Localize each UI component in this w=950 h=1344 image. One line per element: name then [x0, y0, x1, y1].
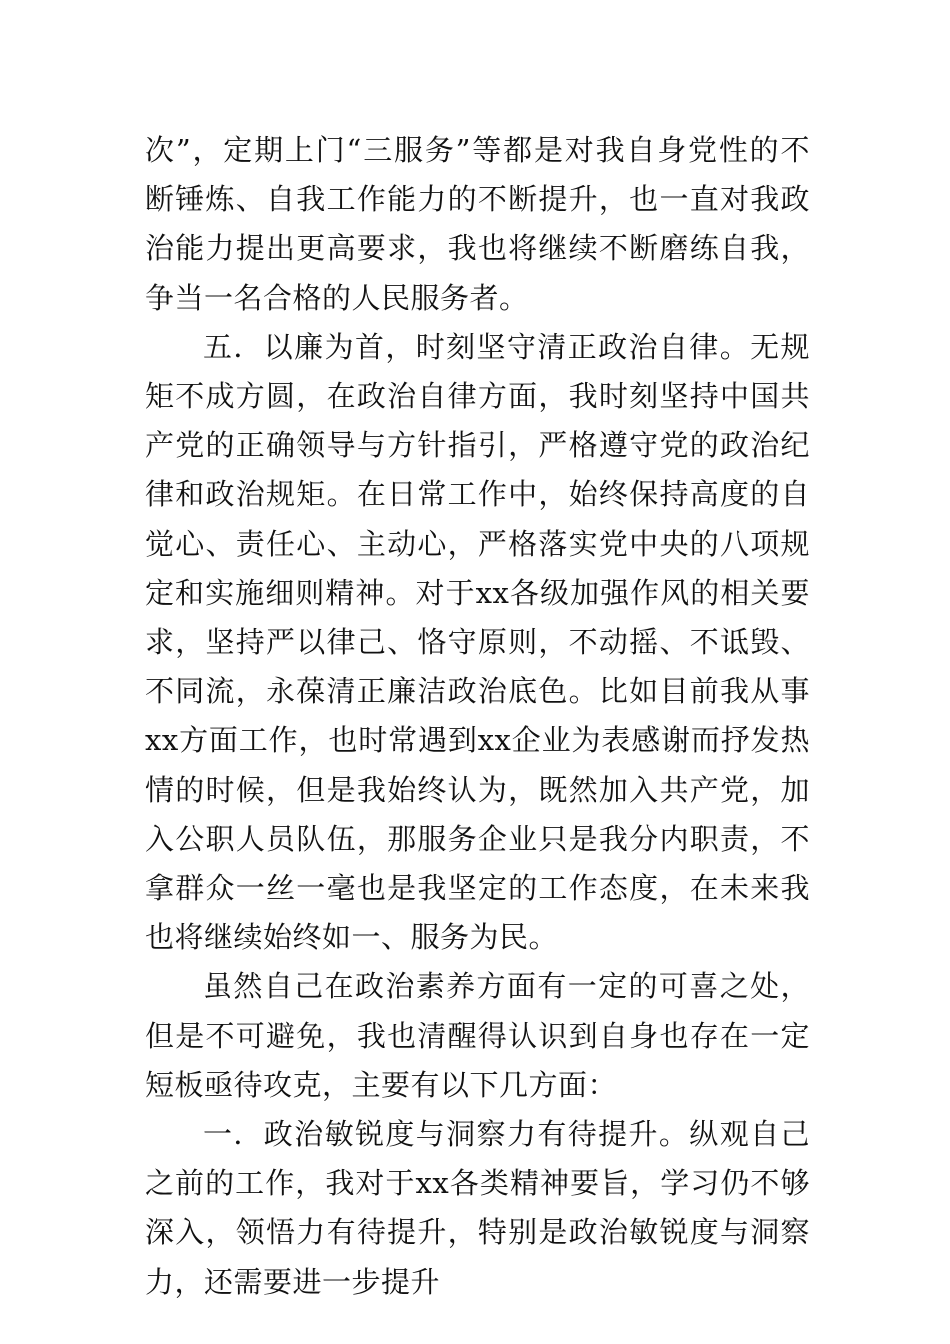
paragraph-section-five: 五．以廉为首，时刻坚守清正政治自律。无规矩不成方圆，在政治自律方面，我时刻坚持中国共产党的正确领导与方针指引，严格遵守党的政治纪律和政治规矩。在日常工作中，始终保持高度的自觉心、责任心、主动心，严格落实党中央的八项规定和实施细则精神。对于xx各级加强作风的相关要求，坚持严以律己、恪守原则，不动摇、不诋毁、不同流，永葆清正廉洁政治底色。比如目前我从事xx方面工作，也时常遇到xx企业为表感谢而抒发热情的时候，但是我始终认为，既然加入共产党，加入公职人员队伍，那服务企业只是我分内职责，不拿群众一丝一毫也是我坚定的工作态度，在未来我也将继续始终如一、服务为民。: [145, 329, 810, 955]
paragraph-continuation: 次”，定期上门“三服务”等都是对我自身党性的不断锤炼、自我工作能力的不断提升，也一直对我政治能力提出更高要求，我也将继续不断磨练自我，争当一名合格的人民服务者。: [145, 133, 810, 315]
paragraph-shortcoming-one: 一．政治敏锐度与洞察力有待提升。纵观自己之前的工作，我对于xx各类精神要旨，学习仍不够深入，领悟力有待提升，特别是政治敏锐度与洞察力，还需要进一步提升: [145, 1117, 810, 1299]
paragraph-shortcomings-intro: 虽然自己在政治素养方面有一定的可喜之处，但是不可避免，我也清醒得认识到自身也存在一定短板亟待攻克，主要有以下几方面：: [145, 969, 810, 1102]
document-body: [145, 126, 810, 1307]
